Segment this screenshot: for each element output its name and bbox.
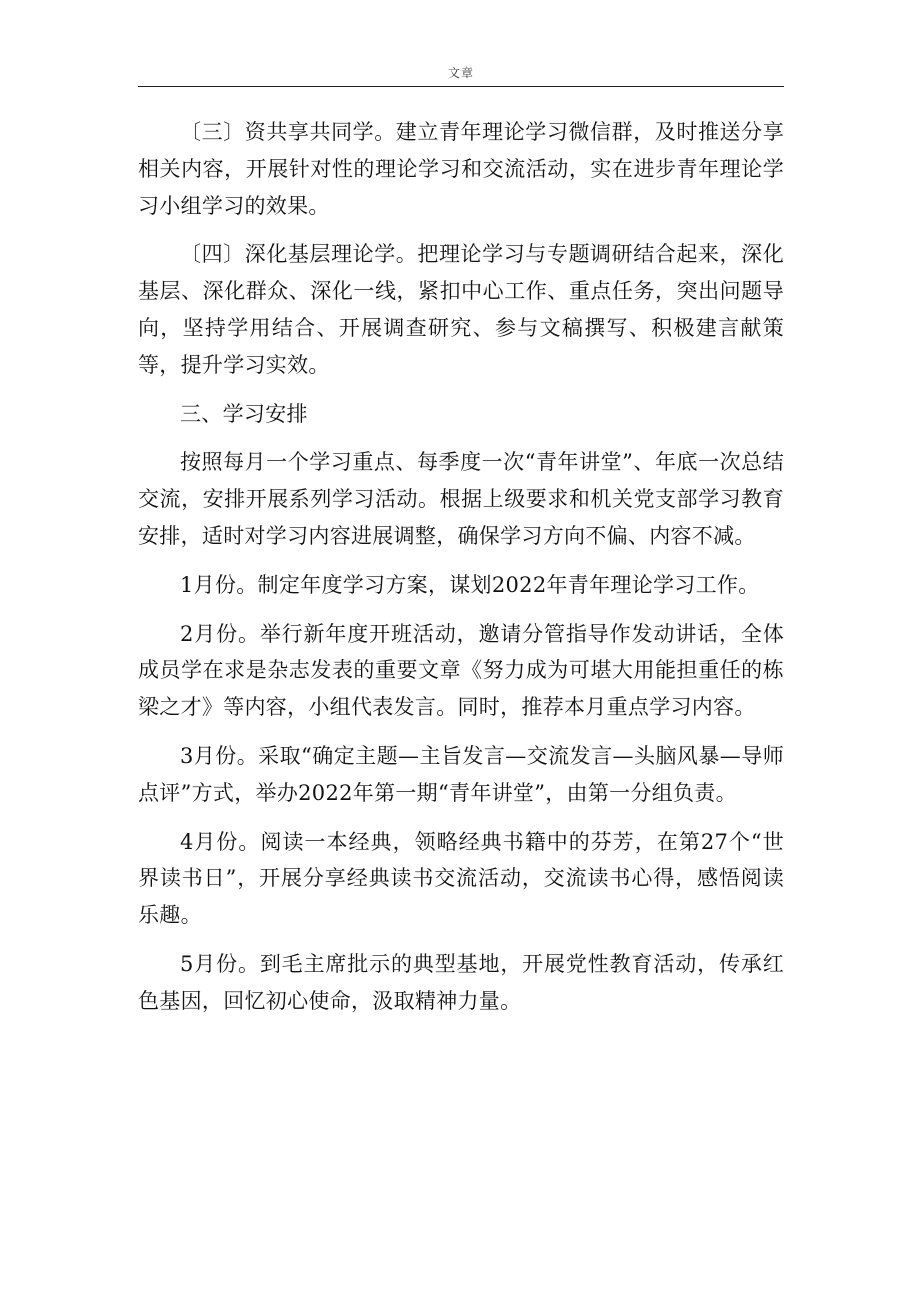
header-title: 文章 (447, 66, 474, 80)
paragraph-resource-sharing: 〔三〕资共享共同学。建立青年理论学习微信群，及时推送分享相关内容，开展针对性的理论学习和交流活动，实在进步青年理论学习小组学习的效果。 (138, 120, 784, 218)
page-header (138, 62, 784, 87)
paragraph-may: 5月份。到毛主席批示的典型基地，开展党性教育活动，传承红色基因，回忆初心使命，汲取精神力量。 (138, 951, 784, 1013)
paragraph-arrangement-overview: 按照每月一个学习重点、每季度一次“青年讲堂”、年底一次总结交流，安排开展系列学习活动。根据上级要求和机关党支部学习教育安排，适时对学习内容进展调整，确保学习方向不偏、内容不减。 (138, 450, 784, 548)
paragraph-march: 3月份。采取“确定主题—主旨发言—交流发言—头脑风暴—导师点评”方式，举办2022年第一期“青年讲堂”，由第一分组负责。 (138, 743, 784, 805)
paragraph-april: 4月份。阅读一本经典，领略经典书籍中的芬芳，在第27个“世界读书日”，开展分享经典读书交流活动，交流读书心得，感悟阅读乐趣。 (138, 829, 784, 928)
section-heading-study-arrangement: 三、学习安排 (180, 401, 308, 426)
paragraph-january: 1月份。制定年度学习方案，谋划2022年青年理论学习工作。 (180, 572, 760, 597)
paragraph-grassroots-theory: 〔四〕深化基层理论学。把理论学习与专题调研结合起来，深化基层、深化群众、深化一线，紧扣中心工作、重点任务，突出问题导向，坚持学用结合、开展调查研究、参与文稿撰写、积极建言献策等，提升学习实效。 (138, 242, 784, 377)
document-body (138, 114, 784, 1032)
paragraph-february: 2月份。举行新年度开班活动，邀请分管指导作发动讲话，全体成员学在求是杂志发表的重要文章《努力成为可堪大用能担重任的栋梁之才》等内容，小组代表发言。同时，推荐本月重点学习内容。 (138, 621, 784, 720)
